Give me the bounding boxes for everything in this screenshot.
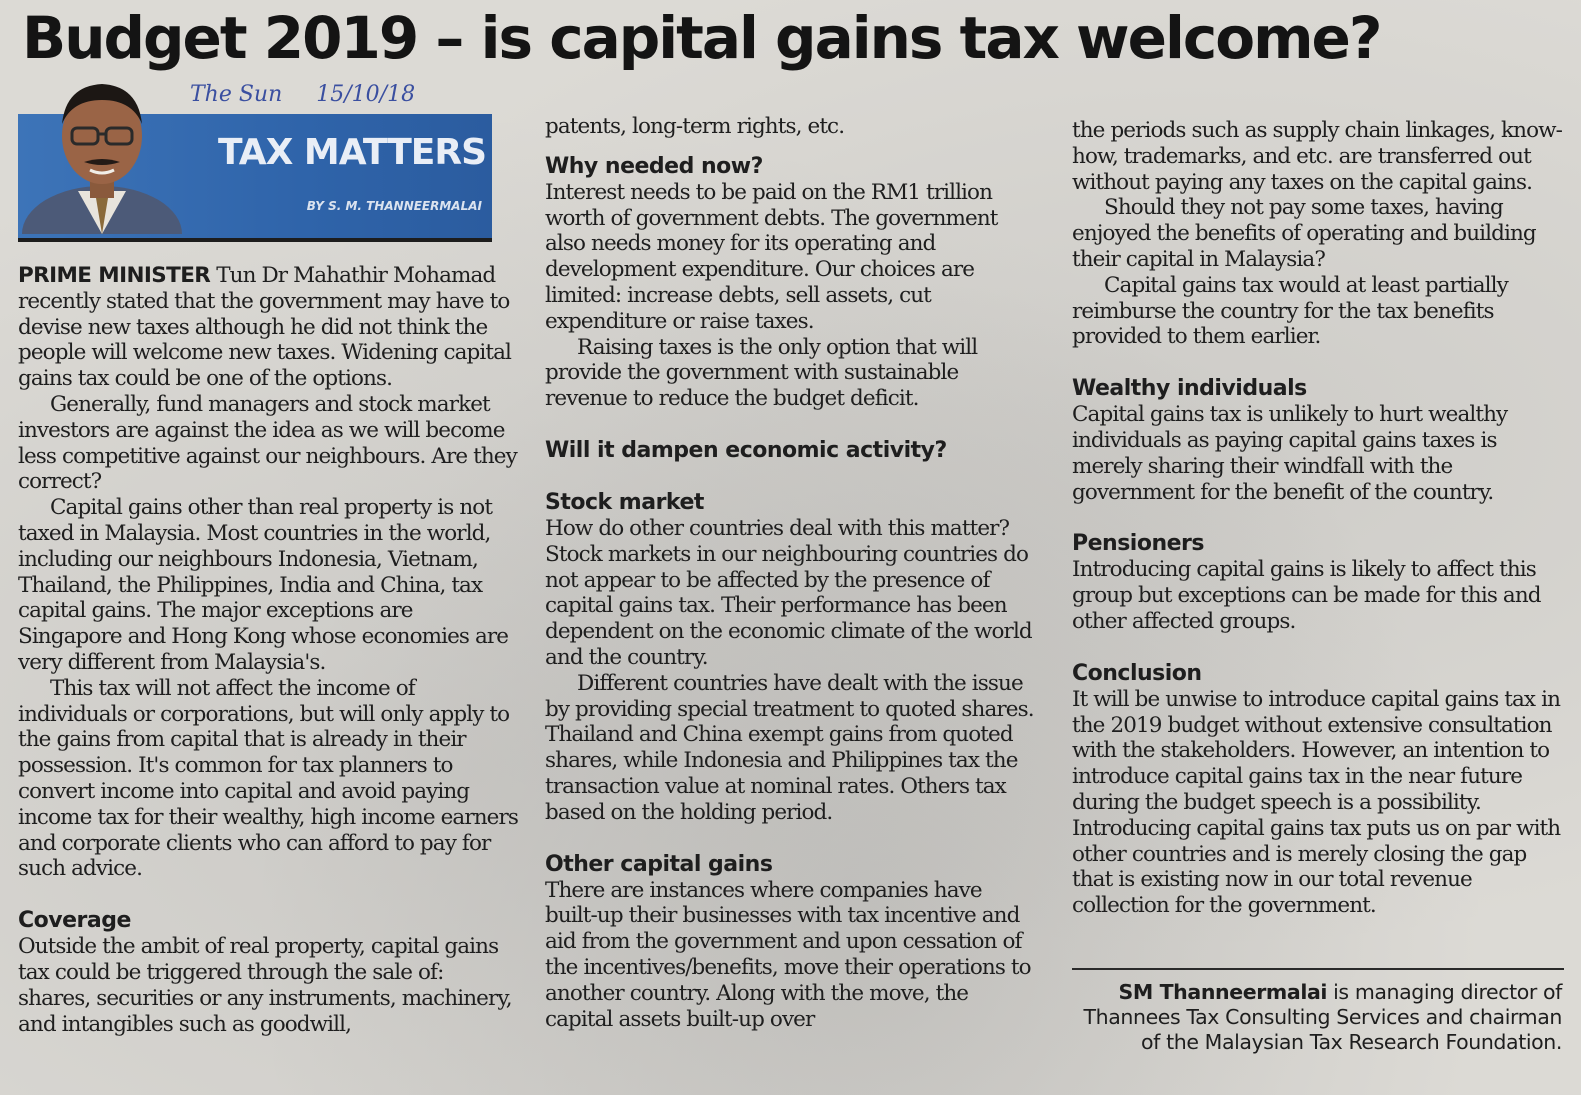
lead-in: PRIME MINISTER	[18, 263, 211, 288]
body-paragraph: Interest needs to be paid on the RM1 trillion worth of government debts. The government also needs money for its operating and development expenditure. Our choices are limited: increase debts, sell assets, cut expenditure or raise taxes.	[545, 179, 998, 334]
subheading-conclusion: Conclusion	[1072, 660, 1202, 686]
intro-text: Tun Dr Mahathir Mohamad recently stated that the government may have to devise new taxes although he did not think the people will welcome new taxes. Widening capital gains tax could be one of the options.	[18, 263, 512, 392]
body-paragraph: It will be unwise to introduce capital gains tax in the 2019 budget without extensive consultation with the stakeholders. However, an intention to introduce capital gains tax in the near future during the budget speech is a possibility. Introducing capital gains tax puts us on par with other countries and is merely closing the gap that is existing now in our total revenue collection for the government.	[1072, 686, 1561, 919]
body-paragraph: the periods such as supply chain linkages, know-how, trademarks, and etc. are transferred out without paying any taxes on the capital gains.	[1072, 118, 1562, 195]
body-paragraph: Should they not pay some taxes, having enjoyed the benefits of operating and building their capital in Malaysia?	[1072, 195, 1536, 272]
article-column-1	[18, 263, 518, 1037]
body-paragraph: Introducing capital gains is likely to affect this group but exceptions can be made for this and other affected groups.	[1072, 557, 1541, 634]
body-paragraph: patents, long-term rights, etc.	[545, 114, 845, 139]
intro-paragraph	[18, 263, 518, 392]
body-paragraph: Capital gains other than real property is not taxed in Malaysia. Most countries in the world, including our neighbours Indonesia, Vietnam, Thailand, the Philippines, India and China, tax capital gains. The major exceptions are Singapore and Hong Kong whose economies are very different from Malaysia's.	[18, 495, 509, 675]
subheading-wealthy: Wealthy individuals	[1072, 376, 1307, 402]
body-paragraph: Capital gains tax would at least partially reimburse the country for the tax benefits provided to them earlier.	[1072, 272, 1508, 350]
article-column-2	[545, 114, 1039, 1032]
handwritten-note	[190, 82, 449, 107]
author-bio-text: is managing director of Thannees Tax Consulting Services and chairman of the Malaysian Tax Research Foundation.	[1083, 980, 1562, 1054]
article-headline: Budget 2019 – is capital gains tax welcome?	[22, 4, 1381, 72]
handwritten-date: 15/10/18	[316, 82, 416, 107]
body-paragraph: Generally, fund managers and stock market investors are against the idea as we will become less competitive against our neighbours. Are they correct?	[18, 391, 517, 495]
article-column-3	[1072, 118, 1564, 919]
body-paragraph: Capital gains tax is unlikely to hurt wealthy individuals as paying capital gains taxes is merely sharing their windfall with the government for the benefit of the country.	[1072, 402, 1508, 505]
author-portrait-icon	[20, 66, 184, 234]
bio-divider	[1072, 968, 1564, 970]
subheading-stock-market: Stock market	[545, 489, 704, 515]
subheading-pensioners: Pensioners	[1072, 531, 1204, 557]
body-paragraph: There are instances where companies have built-up their businesses with tax incentive and aid from the government and upon cessation of the incentives/benefits, move their operations to another country. Along with the move, the capital assets built-up over	[545, 877, 1031, 1032]
column-title: TAX MATTERS	[218, 132, 486, 173]
handwritten-paper-name: The Sun	[190, 82, 283, 107]
body-paragraph: Raising taxes is the only option that will provide the government with sustainable revenue to reduce the budget deficit.	[545, 334, 978, 412]
author-bio	[1072, 980, 1562, 1055]
body-paragraph: Different countries have dealt with the issue by providing special treatment to quoted shares. Thailand and China exempt gains from quoted shares, while Indonesia and Philippines tax the transaction value at nominal rates. Others tax based on the holding period.	[545, 670, 1034, 825]
subheading-coverage: Coverage	[18, 908, 131, 934]
author-name: SM Thanneermalai	[1118, 980, 1327, 1004]
subheading-why-needed: Why needed now?	[545, 153, 763, 179]
body-paragraph: This tax will not affect the income of individuals or corporations, but will only apply to the gains from capital that is already in their possession. It's common for tax planners to convert income into capital and avoid paying income tax for their wealthy, high income earners and corporate clients who can afford to pay for such advice.	[18, 675, 518, 882]
subheading-other-capital-gains: Other capital gains	[545, 851, 773, 877]
body-paragraph: How do other countries deal with this matter? Stock markets in our neighbouring countries do not appear to be affected by the presence of capital gains tax. Their performance has been dependent on the economic climate of the world and the country.	[545, 515, 1032, 670]
body-paragraph: Outside the ambit of real property, capital gains tax could be triggered through the sale of: shares, securities or any instruments, machinery, and intangibles such as goodwill,	[18, 934, 512, 1037]
subheading-dampen: Will it dampen economic activity?	[545, 437, 947, 463]
column-byline: BY S. M. THANNEERMALAI	[306, 199, 482, 213]
